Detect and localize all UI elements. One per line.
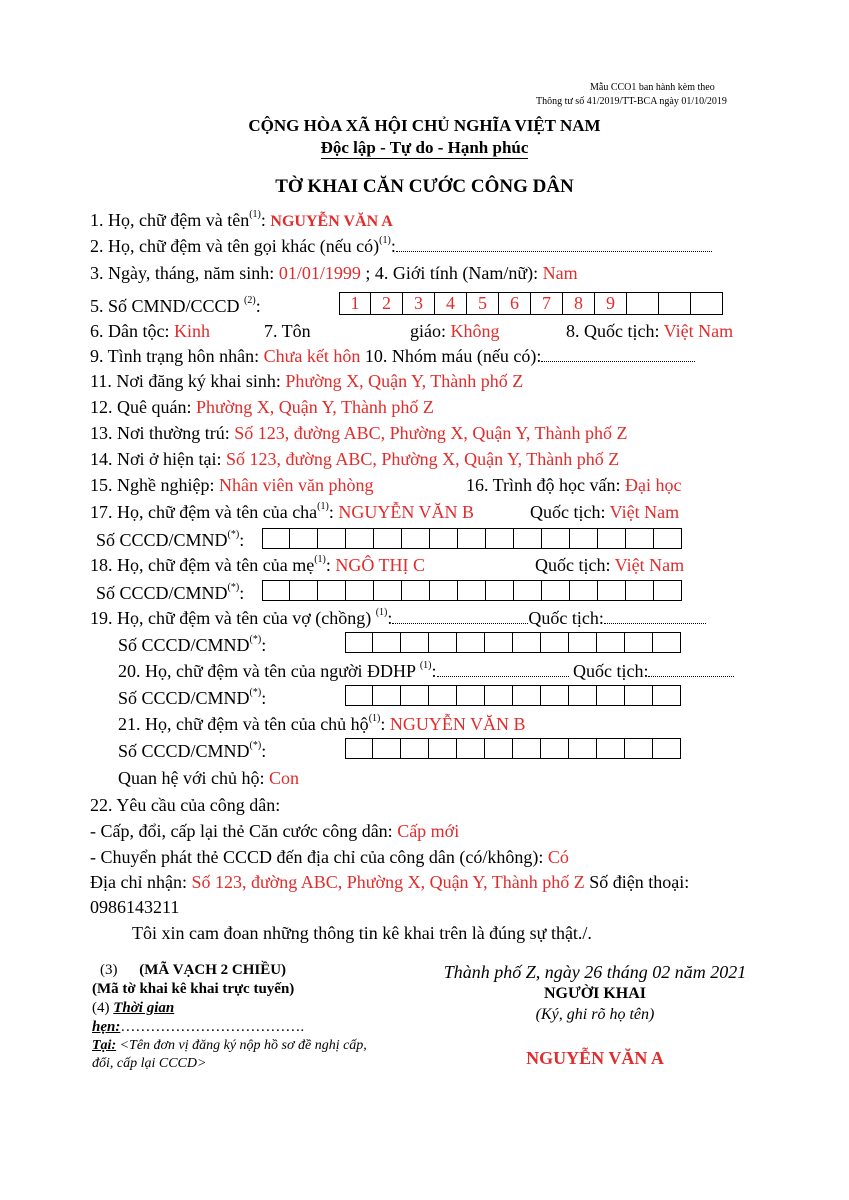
field-21-sup: (1) [368,713,381,724]
field-6-label: 6. Dân tộc: [90,321,170,341]
field-7-label-a: 7. Tôn [264,321,311,341]
field-17-id-boxes[interactable] [262,528,682,549]
id-cell[interactable] [262,528,290,549]
field-19: 19. Họ, chữ đệm và tên của vợ (chồng) $^{(1)}$: Quốc tịch: [90,607,706,629]
place-date: Thành phố Z, ngày 26 tháng 02 năm 2021 [443,962,747,982]
address-value[interactable]: Số 123, đường ABC, Phường X, Quận Y, Thành phố Z [191,872,585,892]
id-cell[interactable] [569,632,597,653]
field-17-nat-label: Quốc tịch: [530,502,606,522]
field-19-nat-label: Quốc tịch: [528,608,604,628]
id-cell[interactable] [542,528,570,549]
field-21-id-label: Số CCCD/CMND(*): [118,740,267,761]
field-17-nat-value[interactable]: Việt Nam [609,502,680,522]
field-17-sup: (1) [317,501,329,512]
id-label-sup: (*) [227,529,240,540]
address-label: Địa chỉ nhận: [90,872,187,892]
field-3-4 [90,262,578,284]
field-20-sup: (1) [419,660,432,671]
id-cell[interactable] [514,580,542,601]
qr-sub: (Mã tờ khai kê khai trực tuyến) [92,981,295,997]
id-cell[interactable] [345,738,373,759]
field-2-dots[interactable] [396,237,712,252]
id-cell[interactable] [570,528,598,549]
id-cell[interactable] [346,528,374,549]
id-cell[interactable] [541,738,569,759]
relation-label: Quan hệ với chủ hộ: [118,768,265,788]
id-cell[interactable] [429,738,457,759]
id-cell[interactable] [569,685,597,706]
field-21-value[interactable]: NGUYỄN VĂN B [389,714,526,734]
id-cell[interactable] [514,528,542,549]
field-17-nationality [530,501,679,523]
id-cell[interactable] [457,738,485,759]
form-note-1: Mẫu CCO1 ban hành kèm theo [590,82,715,93]
field-20-dots[interactable] [437,662,569,677]
id-cell[interactable] [625,632,653,653]
field-5-id-boxes[interactable] [339,292,723,315]
id-digit-cell[interactable]: 6 [499,292,531,315]
field-20: 20. Họ, chữ đệm và tên của người ĐDHP $^{(1)}$: Quốc tịch: [118,660,734,682]
phone-label: Số điện thoại: [589,872,690,892]
id-cell[interactable] [597,632,625,653]
time-row-2 [92,1019,304,1036]
field-8-label: 8. Quốc tịch: [566,321,660,341]
time-num: (4) [92,1000,110,1016]
at-text-1: <Tên đơn vị đăng ký nộp hồ sơ đề nghị cấp, [119,1038,367,1053]
field-14-label: 14. Nơi ở hiện tại: [90,449,222,469]
field-18-id-boxes[interactable] [262,580,682,601]
field-17-id-label: Số CCCD/CMND(*): [96,529,245,550]
field-19-dots[interactable] [392,609,528,624]
field-15 [90,474,373,496]
id-digit-cell[interactable]: 1 [339,292,371,315]
form-note-2: Thông tư số 41/2019/TT-BCA ngày 01/10/2019 [536,96,727,107]
field-15-label: 15. Nghề nghiệp: [90,475,215,495]
phone-value[interactable]: 0986143211 [90,897,180,917]
id-digit-cell[interactable] [627,292,659,315]
id-digit-cell[interactable]: 5 [467,292,499,315]
field-11 [90,370,523,392]
field-18-label: 18. Họ, chữ đệm và tên của mẹ [90,555,315,575]
field-12-value[interactable]: Phường X, Quận Y, Thành phố Z [195,397,434,417]
id-cell[interactable] [290,580,318,601]
id-cell[interactable] [345,685,373,706]
id-cell[interactable] [318,528,346,549]
field-13 [90,422,628,444]
id-cell[interactable] [569,738,597,759]
id-cell[interactable] [626,580,654,601]
field-19-sup: (1) [375,607,388,618]
id-cell[interactable] [402,580,430,601]
field-14 [90,448,619,470]
field-9-value[interactable]: Chưa kết hôn [263,346,361,366]
field-18-nationality [535,554,684,576]
field-11-label: 11. Nơi đăng ký khai sinh: [90,371,281,391]
id-cell[interactable] [486,528,514,549]
field-10-label: 10. Nhóm máu (nếu có): [364,346,542,366]
id-cell[interactable] [429,632,457,653]
field-21-id-boxes[interactable] [345,738,681,759]
request-2 [90,846,569,868]
field-4-label: ; 4. Giới tính (Nam/nữ): [365,263,539,283]
id-cell[interactable] [401,738,429,759]
id-cell[interactable] [653,685,681,706]
field-7 [410,320,500,342]
field-10-dots[interactable] [541,347,695,362]
field-12 [90,396,434,418]
form-title: TỜ KHAI CĂN CƯỚC CÔNG DÂN [275,176,574,197]
id-cell[interactable] [373,738,401,759]
id-label-sup: (*) [249,687,262,698]
request-1-value[interactable]: Cấp mới [397,821,460,841]
field-18-nat-label: Quốc tịch: [535,555,611,575]
field-4-value[interactable]: Nam [542,263,578,283]
id-label-text: Số CCCD/CMND [96,530,228,550]
field-6-value[interactable]: Kinh [173,321,210,341]
id-cell[interactable] [401,685,429,706]
field-7-value[interactable]: Không [450,321,500,341]
id-cell[interactable] [654,528,682,549]
field-18-nat-value[interactable]: Việt Nam [614,555,685,575]
field-1: 1. Họ, chữ đệm và tên$^{(1)}$: NGUYỄN VĂN A [90,209,393,230]
field-2: 2. Họ, chữ đệm và tên gọi khác (nếu có)$^{(1)}$: [90,235,712,257]
id-cell[interactable] [458,580,486,601]
field-22-label: 22. Yêu cầu của công dân: [90,795,281,815]
field-7-label-b: giáo: [410,321,446,341]
field-6 [90,320,210,342]
id-cell[interactable] [430,580,458,601]
id-cell[interactable] [373,685,401,706]
time-dots[interactable]: ………………………………. [120,1019,305,1035]
id-cell[interactable] [373,632,401,653]
field-2-sup: (1) [379,235,391,246]
id-label-text: Số CCCD/CMND [118,635,250,655]
id-digit-cell[interactable]: 8 [563,292,595,315]
field-3-label: 3. Ngày, tháng, năm sinh: [90,263,275,283]
id-digit-cell[interactable]: 2 [371,292,403,315]
qr-label: (MÃ VẠCH 2 CHIỀU) [139,962,287,978]
nation-heading: CỘNG HÒA XÃ HỘI CHỦ NGHĨA VIỆT NAM [248,116,601,135]
field-1-label: 1. Họ, chữ đệm và tên [90,210,250,230]
request-1 [90,820,459,842]
id-cell[interactable] [429,685,457,706]
request-1-label: - Cấp, đổi, cấp lại thẻ Căn cước công dân: [90,821,393,841]
at-row [92,1038,367,1054]
id-digit-cell[interactable]: 7 [531,292,563,315]
id-cell[interactable] [625,738,653,759]
id-cell[interactable] [541,632,569,653]
id-cell[interactable] [485,632,513,653]
id-digit-cell[interactable]: 4 [435,292,467,315]
id-label-sup: (*) [249,740,262,751]
field-19-label: 19. Họ, chữ đệm và tên của vợ (chồng) [90,608,372,628]
field-5-label: 5. Số CMND/CCCD [90,296,240,316]
field-16-value[interactable]: Đại học [625,475,682,495]
at-text-2: đổi, cấp lại CCCD> [92,1056,207,1071]
id-cell[interactable] [262,580,290,601]
field-18-sup: (1) [314,554,326,565]
field-18-id-label: Số CCCD/CMND(*): [96,582,245,603]
id-cell[interactable] [625,685,653,706]
field-5: 5. Số CMND/CCCD $^{(2)}$: [90,295,261,316]
id-cell[interactable] [346,580,374,601]
field-20-nat-label: Quốc tịch: [573,661,649,681]
id-label-sup: (*) [249,634,262,645]
field-20-label: 20. Họ, chữ đệm và tên của người ĐDHP [118,661,416,681]
field-19-id-label: Số CCCD/CMND(*): [118,634,267,655]
id-cell[interactable] [457,632,485,653]
field-15-value[interactable]: Nhân viên văn phòng [218,475,374,495]
time-label: Thời gian [113,1000,175,1016]
time-row [92,1000,174,1017]
field-14-value[interactable]: Số 123, đường ABC, Phường X, Quận Y, Thành phố Z [226,449,620,469]
signer-title: NGƯỜI KHAI [543,985,647,1002]
motto [0,138,849,158]
field-19-id-boxes[interactable] [345,632,681,653]
id-cell[interactable] [653,738,681,759]
time-label-2: hẹn: [92,1019,121,1035]
id-cell[interactable] [345,632,373,653]
relation-value[interactable]: Con [269,768,300,788]
qr-num: (3) [100,962,118,978]
id-cell[interactable] [653,632,681,653]
field-17-label: 17. Họ, chữ đệm và tên của cha [90,502,318,522]
qr-block [100,962,286,979]
id-cell[interactable] [597,738,625,759]
id-cell[interactable] [541,685,569,706]
motto-text: Độc lập - Tự do - Hạnh phúc [320,138,529,157]
field-9-10 [90,345,695,367]
field-20-id-label: Số CCCD/CMND(*): [118,687,267,708]
field-19-nat-dots[interactable] [604,609,706,624]
id-cell[interactable] [542,580,570,601]
id-cell[interactable] [402,528,430,549]
request-2-label: - Chuyển phát thẻ CCCD đến địa chỉ của công dân (có/không): [90,847,544,867]
request-2-value[interactable]: Có [547,847,569,867]
field-12-label: 12. Quê quán: [90,397,192,417]
id-cell[interactable] [570,580,598,601]
id-cell[interactable] [513,738,541,759]
id-cell[interactable] [485,738,513,759]
field-2-label: 2. Họ, chữ đệm và tên gọi khác (nếu có) [90,236,380,256]
field-13-label: 13. Nơi thường trú: [90,423,230,443]
field-20-id-boxes[interactable] [345,685,681,706]
field-13-value[interactable]: Số 123, đường ABC, Phường X, Quận Y, Thành phố Z [234,423,628,443]
id-cell[interactable] [598,528,626,549]
id-cell[interactable] [401,632,429,653]
field-8 [566,320,733,342]
id-cell[interactable] [458,528,486,549]
id-cell[interactable] [513,632,541,653]
id-cell[interactable] [290,528,318,549]
id-label-sup: (*) [227,582,240,593]
field-17-value[interactable]: NGUYỄN VĂN B [338,502,475,522]
at-label: Tại: [92,1038,117,1053]
id-cell[interactable] [485,685,513,706]
signer-note: (Ký, ghi rõ họ tên) [535,1006,655,1023]
declaration: Tôi xin cam đoan những thông tin kê khai trên là đúng sự thật./. [132,923,592,943]
field-1-value[interactable]: NGUYỄN VĂN A [270,213,393,230]
field-5-sup: (2) [244,295,256,306]
id-cell[interactable] [374,528,402,549]
id-cell[interactable] [598,580,626,601]
field-21: 21. Họ, chữ đệm và tên của chủ hộ$^{(1)}$: NGUYỄN VĂN B [118,713,526,734]
field-21-label: 21. Họ, chữ đệm và tên của chủ hộ [118,714,369,734]
id-digit-cell[interactable]: 9 [595,292,627,315]
id-digit-cell[interactable]: 3 [403,292,435,315]
id-digit-cell[interactable] [691,292,723,315]
id-cell[interactable] [626,528,654,549]
field-1-sup: (1) [249,209,261,220]
signer-name[interactable]: NGUYỄN VĂN A [526,1048,664,1068]
field-3-value[interactable]: 01/01/1999 [278,263,361,283]
field-9-label: 9. Tình trạng hôn nhân: [90,346,260,366]
field-18-value[interactable]: NGÔ THỊ C [335,555,426,575]
id-cell[interactable] [513,685,541,706]
field-18: 18. Họ, chữ đệm và tên của mẹ$^{(1)}$: NGÔ THỊ C [90,554,426,575]
id-label-text: Số CCCD/CMND [96,583,228,603]
id-label-text: Số CCCD/CMND [118,741,250,761]
id-cell[interactable] [597,685,625,706]
address-row [90,871,689,893]
field-20-nat-dots[interactable] [648,662,734,677]
field-8-value[interactable]: Việt Nam [663,321,734,341]
field-11-value[interactable]: Phường X, Quận Y, Thành phố Z [285,371,524,391]
id-cell[interactable] [374,580,402,601]
id-digit-cell[interactable] [659,292,691,315]
id-cell[interactable] [457,685,485,706]
field-16 [466,474,682,496]
id-label-text: Số CCCD/CMND [118,688,250,708]
id-cell[interactable] [654,580,682,601]
id-cell[interactable] [486,580,514,601]
field-17: 17. Họ, chữ đệm và tên của cha$^{(1)}$: NGUYỄN VĂN B [90,501,475,522]
id-cell[interactable] [430,528,458,549]
relation-row [118,767,299,789]
field-16-label: 16. Trình độ học vấn: [466,475,621,495]
id-cell[interactable] [318,580,346,601]
